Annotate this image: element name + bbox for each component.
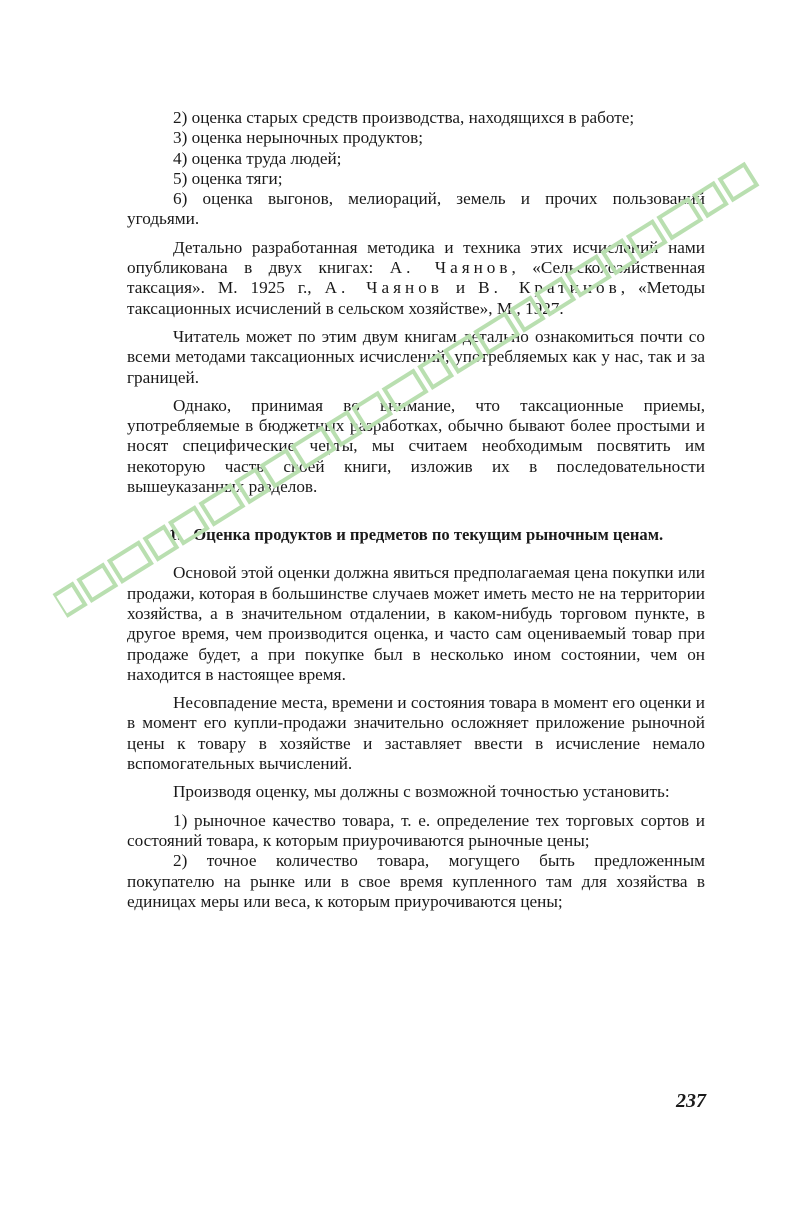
list-item [127,851,705,912]
watermark-block [720,164,756,199]
paragraph-reader: Читатель может по этим двум книгам детально ознакомиться почти со всеми методами таксационных исчислений, употребляемых как у нас, так и за границей. [127,326,705,387]
list-item-text: оценка тяги; [191,168,283,188]
paragraph-however: Однако, принимая во внимание, что таксационные приемы, употребляемые в бюджетных разработках, обычно бывают более простыми и носят специфические черты, мы считаем необходимым посвятить им некоторую часть своей книги, изложив их в последовательности вышеуказанных разделов. [127,395,705,497]
list-item [127,811,705,852]
paragraph-producing: Производя оценку, мы должны с возможной точностью установить: [173,782,670,802]
list-item-number: 3) [173,128,188,148]
paragraph-mismatch: Несовпадение места, времени и состояния товара в момент его оценки и в момент его купли-продажи значительно осложняет приложение рыночной цены к товару в хозяйстве и заставляет ввести в исчисление немало вспомогательных вычислений. [127,693,705,774]
list-item-text: оценка выгонов, мелиораций, земель и прочих пользований угодьями. [127,189,705,229]
list-item-number: 4) [173,148,188,168]
section-number: 1. [168,525,182,545]
list-item [127,189,705,230]
conjunction: и [442,278,479,298]
list-item-number: 2) [173,851,188,871]
list-item [127,169,705,189]
section-heading [127,525,705,545]
paragraph-basis: Основой этой оценки должна явиться предполагаемая цена покупки или продажи, которая в большинстве случаев может иметь место не на территории хозяйства, а в значительном отдалении, в каком-нибудь торговом пункте, в другое время, чем производится оценка, и часто сам оцениваемый товар при продаже будет, а при покупке был в несколько ином состоянии, чем он находится в настоящее время. [127,563,705,684]
book-title: , «Сельскохозяйственная таксация». М. 1925 г., [127,258,705,298]
page-number: 237 [676,1090,706,1112]
author-name: В. Кратинов [478,278,621,298]
author-name: А. Чаянов [324,278,443,298]
watermark-block [79,565,115,600]
list-item-text: оценка нерыночных продуктов; [191,128,423,148]
list-item-text: точное количество товара, могущего быть предложенным покупателю на рынке или в свое время купленного там для хозяйства в единицах меры или веса, к которым приурочиваются цены; [127,851,705,911]
watermark-block [54,584,85,616]
section-title: Оценка продуктов и предметов по текущим рыночным ценам. [193,525,664,545]
page-body [127,108,705,912]
list-item-text: рыночное качество товара, т. е. определение тех торговых сортов и состояний товара, к которым приурочиваются рыночные цены; [127,810,706,850]
paragraph-methods [127,238,705,319]
book-title: , «Методы таксационных исчислений в сельском хозяйстве», М., 1927. [127,278,705,318]
list-item-number: 5) [173,168,188,188]
list-item-text: оценка труда людей; [191,148,342,168]
list-item [127,108,705,128]
methods-intro: Детально разработанная методика и техника этих исчислений нами опубликована в двух книгах: [127,237,705,278]
list-item-number: 2) [173,108,188,127]
list-item [127,149,705,169]
list-item-text: оценка старых средств производства, находящихся в работе; [191,108,635,127]
author-name: А. Чаянов [389,258,512,278]
list-item-number: 1) [173,810,188,830]
list-item [127,128,705,148]
list-item-number: 6) [173,189,188,209]
